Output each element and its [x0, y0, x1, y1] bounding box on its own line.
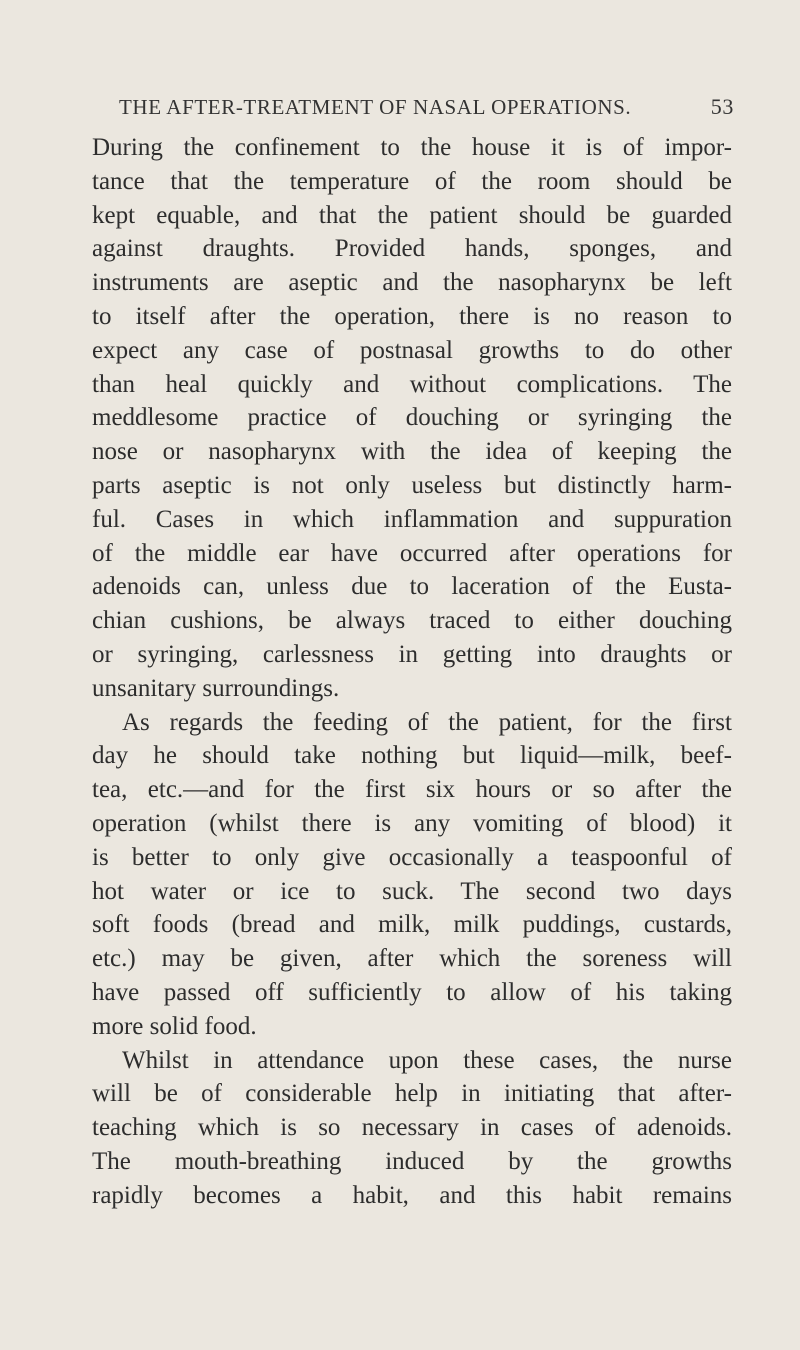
text-line: adenoids can, unless due to laceration of the Eusta- [92, 573, 732, 601]
text-line: will be of considerable help in initiating that after- [92, 1080, 732, 1108]
text-line: rapidly becomes a habit, and this habit remains [92, 1181, 732, 1209]
text-line: expect any case of postnasal growths to do other [92, 336, 732, 364]
text-line: or syringing, carlessness in getting into draughts or [92, 640, 732, 668]
text-line: etc.) may be given, after which the soreness will [92, 945, 732, 973]
text-line: parts aseptic is not only useless but distinctly harm- [92, 471, 732, 499]
paragraph-start-line: Whilst in attendance upon these cases, the nurse [122, 1046, 732, 1074]
text-line: is better to only give occasionally a teaspoonful of [92, 843, 732, 871]
text-line: nose or nasopharynx with the idea of keeping the [92, 438, 732, 466]
text-line: tance that the temperature of the room should be [92, 167, 732, 195]
text-line: kept equable, and that the patient should be guarded [92, 201, 732, 229]
body-text [92, 131, 732, 1213]
text-line: unsanitary surroundings. [92, 674, 340, 702]
text-line: more solid food. [92, 1012, 257, 1040]
text-line: The mouth-breathing induced by the growths [92, 1147, 732, 1175]
text-line: tea, etc.—and for the first six hours or so after the [92, 776, 732, 804]
text-line: against draughts. Provided hands, sponges, and [92, 235, 732, 263]
paragraph-start-line: As regards the feeding of the patient, for the first [122, 708, 732, 736]
text-line: than heal quickly and without complications. The [92, 370, 732, 398]
text-line: instruments are aseptic and the nasopharynx be left [92, 269, 732, 297]
running-head [119, 94, 734, 122]
page-number: 53 [710, 94, 734, 119]
text-line: operation (whilst there is any vomiting of blood) it [92, 809, 732, 837]
text-line: have passed off sufficiently to allow of his taking [92, 978, 732, 1006]
text-line: During the confinement to the house it is of impor- [92, 134, 732, 161]
text-line: teaching which is so necessary in cases of adenoids. [92, 1114, 732, 1142]
text-line: soft foods (bread and milk, milk puddings, custards, [92, 911, 732, 939]
text-line: chian cushions, be always traced to either douching [92, 607, 732, 635]
text-line: ful. Cases in which inflammation and suppuration [92, 505, 732, 533]
text-line: of the middle ear have occurred after operations for [92, 539, 732, 567]
running-head-title: THE AFTER-TREATMENT OF NASAL OPERATIONS. [119, 95, 632, 119]
text-line: hot water or ice to suck. The second two days [92, 877, 732, 905]
text-line: day he should take nothing but liquid—milk, beef- [92, 742, 732, 770]
text-line: meddlesome practice of douching or syringing the [92, 404, 732, 432]
text-line: to itself after the operation, there is no reason to [92, 302, 732, 330]
